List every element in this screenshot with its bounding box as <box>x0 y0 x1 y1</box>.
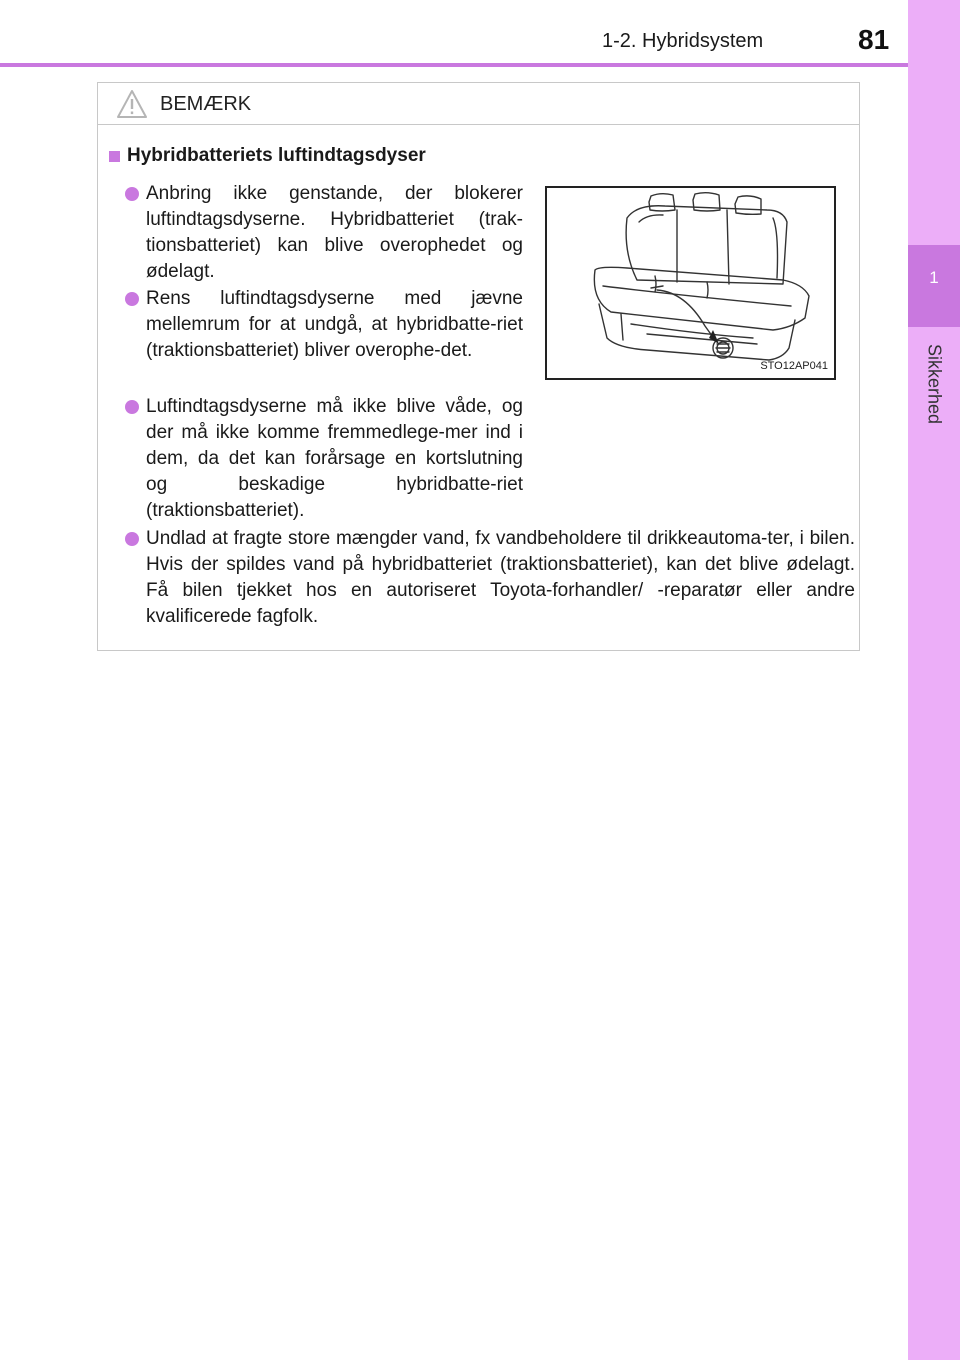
header-rule <box>0 63 908 67</box>
bullet-dot-icon <box>125 292 139 306</box>
notice-header <box>98 83 859 125</box>
square-bullet-icon <box>109 151 120 162</box>
subheading-text: Hybridbatteriets luftindtagsdyser <box>127 145 426 166</box>
side-tab <box>908 0 960 1360</box>
notice-box <box>97 82 860 651</box>
bullet-text: Undlad at fragte store mængder vand, fx vandbeholdere til drikkeautoma-ter, i bilen. Hvis der spildes vand på hybridbatteriet (traktionsbatteriet), kan det blive ødelagt. Få bilen tjekket hos en autoriseret Toyota-forhandler/ -reparatør eller andre kvalificerede fagfolk. <box>146 528 855 627</box>
bullet-dot-icon <box>125 532 139 546</box>
page-number: 81 <box>858 24 890 55</box>
warning-triangle-icon <box>116 89 148 119</box>
section-title: 1-2. Hybridsystem <box>602 30 764 52</box>
rear-seat-illustration <box>545 186 836 380</box>
bullet-item <box>120 526 855 630</box>
bullet-text: Rens luftindtagsdyserne med jævne mellemrum for at undgå, at hybridbatte-riet (traktionsbatteriet) bliver overophe-det. <box>146 288 523 361</box>
rear-seat-drawing <box>547 188 834 378</box>
bullet-text: Luftindtagsdyserne må ikke blive våde, og der må ikke komme fremmedlege-mer ind i dem, da det kan forårsage en kortslutning og beskadige hybridbatte-riet (traktionsbatteriet). <box>146 396 523 521</box>
bullet-item <box>120 286 523 364</box>
bullet-item <box>120 181 523 285</box>
bullet-dot-icon <box>125 400 139 414</box>
figure-code: STO12AP041 <box>760 360 828 372</box>
notice-label: BEMÆRK <box>160 93 252 115</box>
chapter-number: 1 <box>929 268 939 287</box>
bullet-dot-icon <box>125 187 139 201</box>
subheading <box>109 145 426 167</box>
chapter-title: Sikkerhed <box>924 343 945 425</box>
bullet-text: Anbring ikke genstande, der blokerer luftindtagsdyserne. Hybridbatteriet (trak-tionsbatteriet) kan blive overophedet og ødelagt. <box>146 183 523 282</box>
bullet-item <box>120 394 523 524</box>
